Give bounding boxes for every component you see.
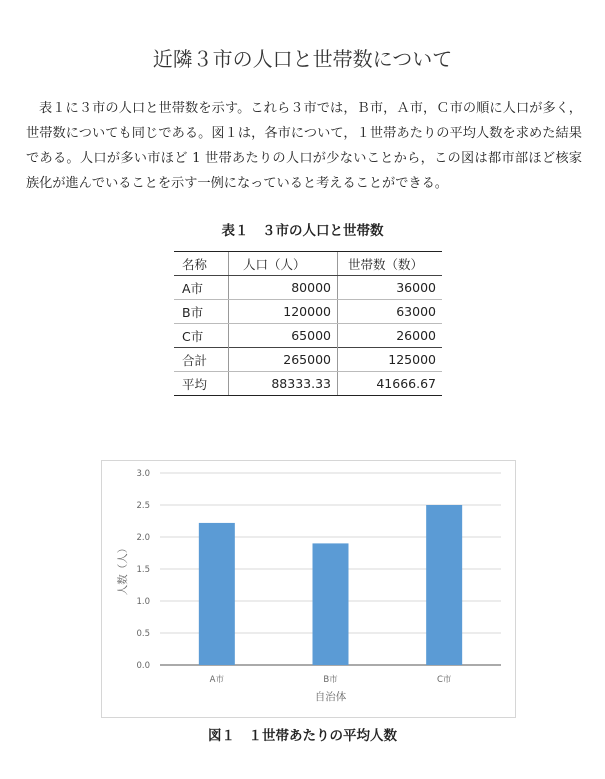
cell-name: C市: [182, 328, 204, 344]
table-header-row: [174, 252, 442, 276]
y-tick-label: 0.0: [136, 661, 150, 671]
cell-households: 26000: [338, 324, 443, 348]
y-tick-label: 2.0: [136, 533, 150, 543]
cell-population: 80000: [229, 276, 338, 300]
cell-population: 120000: [229, 300, 338, 324]
y-axis-title: 人数（人）: [117, 542, 129, 596]
cell-name: 平均: [174, 372, 229, 396]
y-tick-label: 1.0: [136, 597, 150, 607]
cell-population: 265000: [229, 348, 338, 372]
x-tick-label: C市: [436, 675, 452, 685]
x-tick-label: A市: [209, 675, 224, 685]
table-row: [174, 324, 442, 348]
table-row-average: [174, 372, 442, 396]
page-title: 近隣３市の人口と世帯数について: [152, 47, 453, 72]
bar-chart: [101, 460, 516, 718]
x-axis-title: 自治体: [314, 691, 347, 703]
y-tick-label: 3.0: [136, 469, 150, 479]
y-tick-label: 0.5: [136, 629, 150, 639]
header-population: 人口（人）: [229, 252, 338, 276]
cell-population: 88333.33: [229, 372, 338, 396]
population-table: [174, 251, 442, 396]
cell-name: B市: [174, 300, 229, 324]
cell-name: 合計: [174, 348, 229, 372]
cell-households: 41666.67: [338, 372, 443, 396]
table-row: [174, 276, 442, 300]
cell-households: 125000: [338, 348, 443, 372]
chart-svg: [102, 461, 515, 717]
cell-households: 63000: [338, 300, 443, 324]
bar: [199, 523, 235, 665]
header-name: 名称: [174, 252, 229, 276]
cell-population: 65000: [229, 324, 338, 348]
cell-households: 36000: [338, 276, 443, 300]
y-tick-label: 1.5: [136, 565, 150, 575]
header-households: 世帯数（数）: [338, 252, 443, 276]
cell-name: A市: [174, 276, 229, 300]
bar: [426, 505, 462, 665]
figure-caption: 図１ １世帯あたりの平均人数: [208, 728, 397, 744]
y-tick-label: 2.5: [136, 501, 150, 511]
table-row: [174, 300, 442, 324]
table-caption: 表１ ３市の人口と世帯数: [221, 223, 384, 239]
bar: [313, 543, 349, 665]
x-tick-label: B市: [323, 675, 338, 685]
table-row-total: [174, 348, 442, 372]
body-paragraph: 表１に３市の人口と世帯数を示す。これら３市では，Ｂ市，Ａ市，Ｃ市の順に人口が多く，世帯数についても同じである。図１は，各市について，１世帯あたりの平均人数を求めた結果である。人口が多い市ほど 1 世帯あたりの人口が少ないことから，この図は都市部ほど核家族化が進んでいることを示す一例になっていると考えることができる。: [26, 101, 582, 191]
